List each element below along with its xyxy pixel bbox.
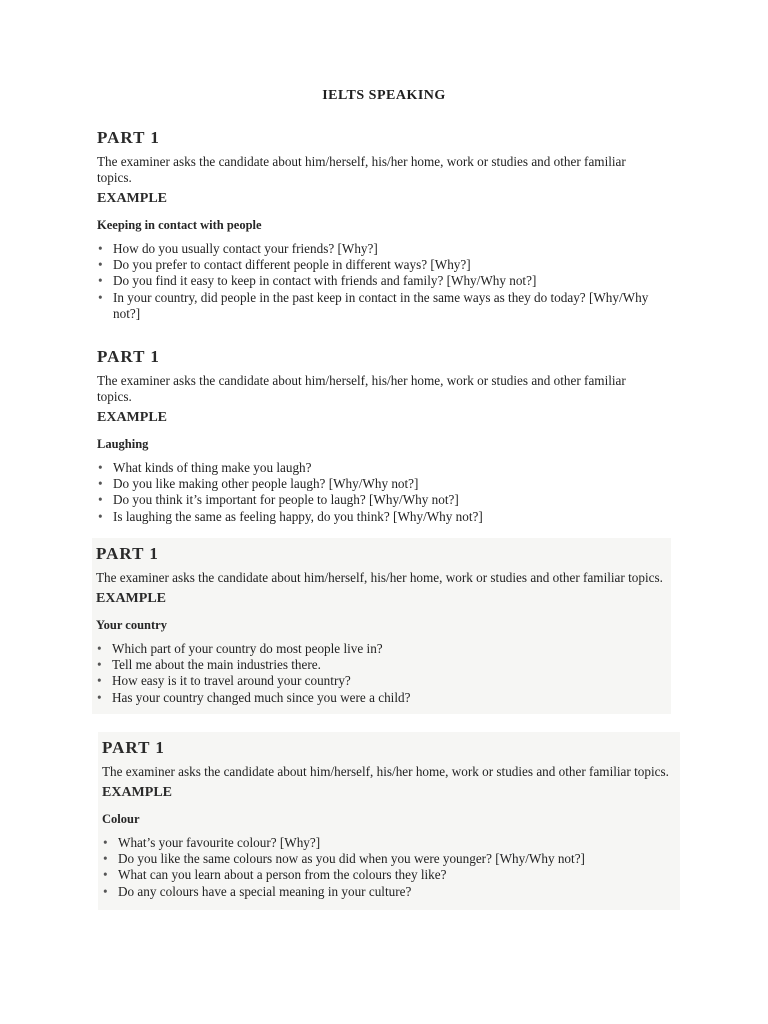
section-intro: The examiner asks the candidate about him/herself, his/her home, work or studies and other familiar topics. bbox=[97, 154, 626, 185]
section-keeping-in-contact bbox=[97, 128, 657, 322]
question-item: • Do you like making other people laugh? [Why/Why not?] bbox=[97, 476, 657, 492]
question-item: • Is laughing the same as feeling happy, do you think? [Why/Why not?] bbox=[97, 509, 657, 525]
example-heading: EXAMPLE bbox=[102, 785, 172, 800]
question-item: • Do you prefer to contact different people in different ways? [Why?] bbox=[97, 257, 657, 273]
section-intro: The examiner asks the candidate about him/herself, his/her home, work or studies and other familiar topics. bbox=[97, 373, 626, 404]
question-item: • What kinds of thing make you laugh? bbox=[97, 460, 657, 476]
question-item: • In your country, did people in the past keep in contact in the same ways as they do today? [Why/Why not?] bbox=[97, 290, 657, 322]
topic-title: Keeping in contact with people bbox=[97, 218, 262, 232]
part-heading: PART 1 bbox=[96, 544, 159, 563]
example-heading: EXAMPLE bbox=[96, 591, 166, 606]
question-list bbox=[97, 241, 657, 322]
part-heading: PART 1 bbox=[97, 347, 160, 366]
section-intro: The examiner asks the candidate about him/herself, his/her home, work or studies and other familiar topics. bbox=[102, 764, 669, 779]
question-item: • Do you find it easy to keep in contact with friends and family? [Why/Why not?] bbox=[97, 273, 657, 289]
question-list bbox=[96, 641, 671, 706]
section-colour bbox=[98, 732, 680, 910]
topic-title: Laughing bbox=[97, 437, 149, 451]
question-item: • How do you usually contact your friends? [Why?] bbox=[97, 241, 657, 257]
part-heading: PART 1 bbox=[102, 738, 165, 757]
section-intro: The examiner asks the candidate about him/herself, his/her home, work or studies and other familiar topics. bbox=[96, 570, 663, 585]
topic-title: Your country bbox=[96, 618, 167, 632]
example-heading: EXAMPLE bbox=[97, 191, 167, 206]
question-item: • Do you like the same colours now as you did when you were younger? [Why/Why not?] bbox=[102, 851, 680, 867]
topic-title: Colour bbox=[102, 812, 140, 826]
question-item: • What can you learn about a person from the colours they like? bbox=[102, 867, 680, 883]
question-list bbox=[102, 835, 680, 900]
part-heading: PART 1 bbox=[97, 128, 160, 147]
section-your-country bbox=[92, 538, 671, 714]
question-item: • Tell me about the main industries there. bbox=[96, 657, 671, 673]
question-item: • Which part of your country do most people live in? bbox=[96, 641, 671, 657]
example-heading: EXAMPLE bbox=[97, 410, 167, 425]
section-laughing bbox=[97, 347, 657, 525]
question-item: • How easy is it to travel around your country? bbox=[96, 673, 671, 689]
question-item: • Has your country changed much since you were a child? bbox=[96, 690, 671, 706]
question-item: • What’s your favourite colour? [Why?] bbox=[102, 835, 680, 851]
document-title: IELTS SPEAKING bbox=[322, 88, 446, 103]
question-list bbox=[97, 460, 657, 525]
question-item: • Do any colours have a special meaning in your culture? bbox=[102, 884, 680, 900]
question-item: • Do you think it’s important for people to laugh? [Why/Why not?] bbox=[97, 492, 657, 508]
